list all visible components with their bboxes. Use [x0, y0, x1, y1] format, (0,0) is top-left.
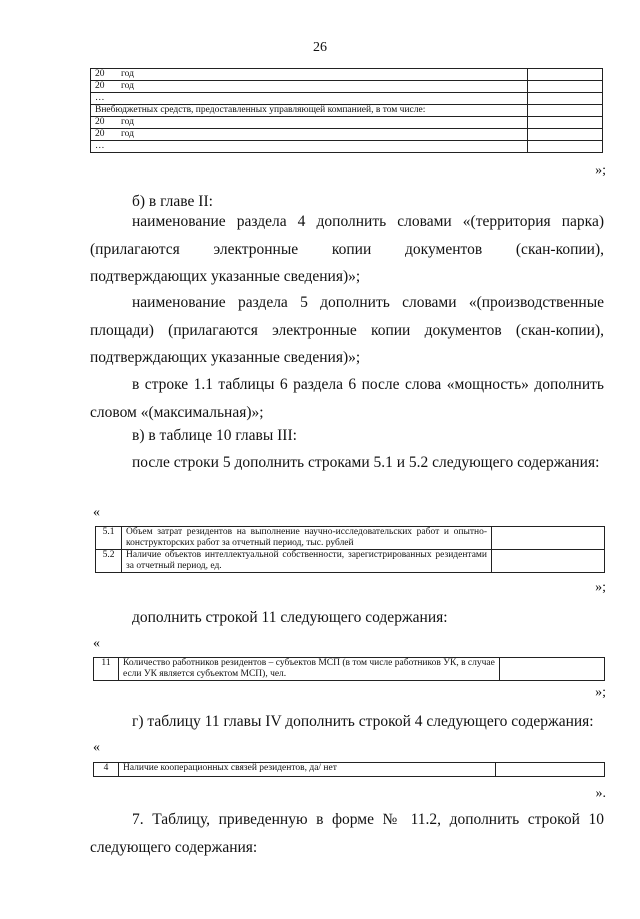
value-cell — [528, 129, 603, 141]
table-row — [94, 763, 605, 777]
row-description: Объем затрат резидентов на выполнение научно-исследовательских работ и опытно-конструкторских работ за отчетный период, тыс. рублей — [122, 527, 492, 550]
paragraph-section-5: наименование раздела 5 дополнить словами «(производственные площади) (прилагаются электронные копии документов (скан-копии), подтверждающих указанные сведения)»; — [90, 294, 604, 366]
row-number: 4 — [94, 763, 119, 777]
value-cell — [528, 141, 603, 153]
table-row — [96, 527, 605, 550]
table-row — [91, 93, 603, 105]
table-row — [91, 69, 603, 81]
table-10-rows — [95, 526, 605, 573]
year-label: год — [121, 117, 134, 127]
closing-quote: ». — [595, 786, 606, 801]
row-number: 5.1 — [96, 527, 122, 550]
value-cell — [496, 763, 605, 777]
table-row-4 — [93, 762, 605, 777]
paragraph-b: б) в главе II: — [132, 193, 213, 210]
opening-quote: « — [93, 740, 100, 755]
year-label: год — [121, 69, 134, 79]
value-cell — [492, 527, 605, 550]
ellipsis-cell: … — [91, 93, 528, 105]
table-row — [91, 105, 603, 117]
value-cell — [528, 69, 603, 81]
row-description: Количество работников резидентов – субъектов МСП (в том числе работников УК, в случае если УК является субъектом МСП), чел. — [119, 658, 500, 681]
row-number: 11 — [94, 658, 119, 681]
page-number: 26 — [313, 40, 327, 55]
paragraph-7: 7. Таблицу, приведенную в форме № 11.2, дополнить строкой 10 следующего содержания: — [90, 811, 604, 856]
opening-quote: « — [93, 505, 100, 520]
year-cell: 20 — [95, 117, 105, 127]
table-row-11 — [93, 657, 605, 681]
year-label: год — [121, 129, 134, 139]
row-number: 5.2 — [96, 550, 122, 573]
row-description: Наличие объектов интеллектуальной собственности, зарегистрированных резидентами за отчетный период, ед. — [122, 550, 492, 573]
paragraph-c: в) в таблице 10 главы III: — [132, 427, 297, 444]
value-cell — [528, 117, 603, 129]
closing-quote: »; — [595, 580, 606, 595]
value-cell — [500, 658, 605, 681]
row-description: Наличие кооперационных связей резидентов, да/ нет — [119, 763, 496, 777]
table-row — [91, 141, 603, 153]
opening-quote: « — [93, 636, 100, 651]
value-cell — [528, 93, 603, 105]
table-row — [91, 129, 603, 141]
table-row — [96, 550, 605, 573]
year-cell: 20 — [95, 69, 105, 79]
ellipsis-cell: … — [91, 141, 528, 153]
year-label: год — [121, 81, 134, 91]
year-cell: 20 — [95, 129, 105, 139]
value-cell — [528, 81, 603, 93]
continued-table — [90, 68, 603, 153]
paragraph-d: г) таблицу 11 главы IV дополнить строкой 4 следующего содержания: — [132, 713, 594, 730]
closing-quote: »; — [595, 163, 606, 178]
paragraph-table-6: в строке 1.1 таблицы 6 раздела 6 после слова «мощность» дополнить словом «(максимальная)»; — [90, 376, 604, 421]
value-cell — [528, 105, 603, 117]
row-label: Внебюджетных средств, предоставленных управляющей компанией, в том числе: — [91, 105, 528, 117]
table-row — [91, 117, 603, 129]
table-row — [94, 658, 605, 681]
year-cell: 20 — [95, 81, 105, 91]
paragraph-section-4: наименование раздела 4 дополнить словами «(территория парка) (прилагаются электронные копии документов (скан-копии), подтверждающих указанные сведения)»; — [90, 213, 604, 285]
table-row — [91, 81, 603, 93]
value-cell — [492, 550, 605, 573]
closing-quote: »; — [595, 685, 606, 700]
paragraph-after-row-5: после строки 5 дополнить строками 5.1 и 5.2 следующего содержания: — [132, 454, 600, 471]
paragraph-row-11: дополнить строкой 11 следующего содержания: — [132, 609, 448, 626]
